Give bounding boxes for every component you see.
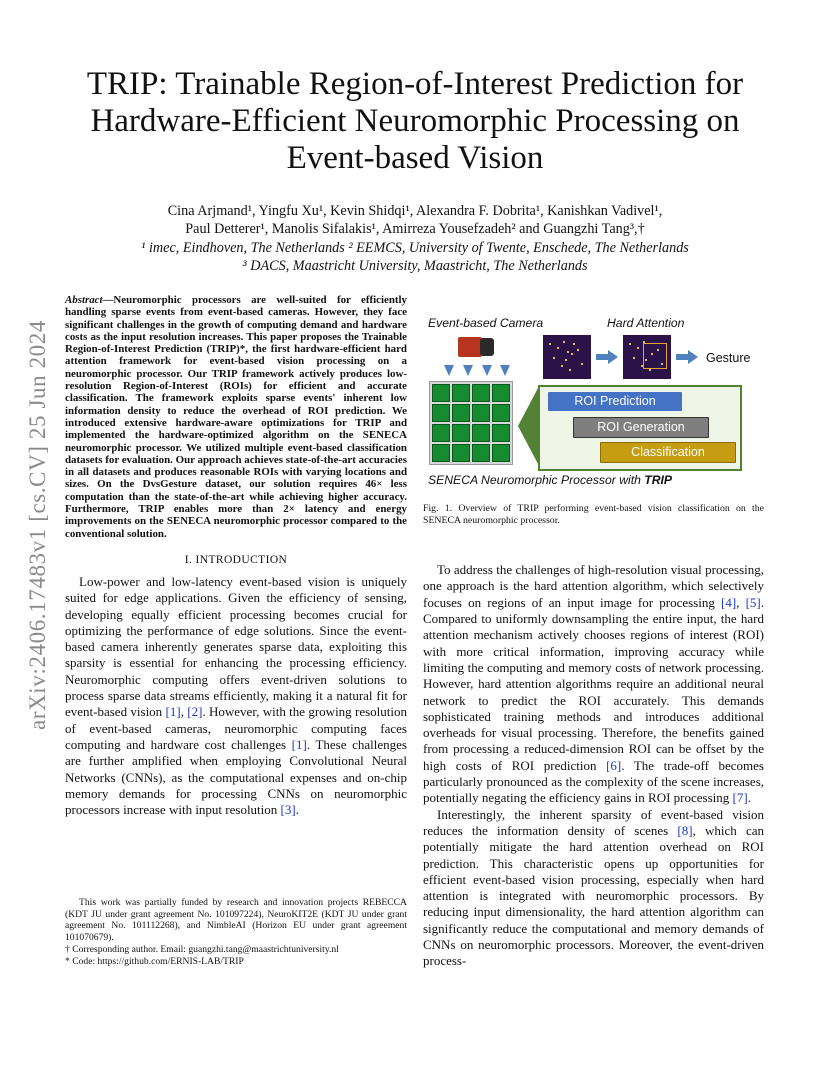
text-run: Low-power and low-latency event-based vision is uniquely suited for edge applications. Given the efficiency of sensing, developing equally efficient processing becomes crucial for optimizing the performance of edge solutions. Since the event-based camera inherently generates sparse data, exploiting this sparsity is essential for enhancing the processing efficiency. Neuromorphic computing offers event-driven solutions to process sparse data streams efficiently, making it a natural fit for event-based vision <box>65 573 407 720</box>
event-frame-image <box>543 335 591 379</box>
neuromorphic-chip-icon <box>429 381 513 465</box>
text-run: Interestingly, the inherent sparsity of event-based vision reduces the information density of scenes <box>423 806 764 838</box>
citation-link[interactable]: [8] <box>677 822 693 838</box>
stage-roi-generation: ROI Generation <box>573 417 709 438</box>
arrow-right-icon <box>688 350 698 364</box>
roi-frame-image <box>623 335 671 379</box>
down-arrows-icon <box>436 365 511 379</box>
author-line-2: Paul Detterer¹, Manolis Sifalakis¹, Amirreza Yousefzadeh² and Guangzhi Tang³,† <box>185 221 645 238</box>
footnote-code: * Code: https://github.com/ERNIS-LAB/TRIP <box>65 955 244 967</box>
figure-caption: Fig. 1. Overview of TRIP performing event-based vision classification on the SENECA neuromorphic processor. <box>423 503 764 526</box>
figure-label-camera: Event-based Camera <box>428 316 544 330</box>
citation-link[interactable]: [6] <box>606 757 622 773</box>
text-run: . <box>295 802 299 818</box>
citation-link[interactable]: [5] <box>745 594 761 610</box>
stage-classification: Classification <box>600 442 736 463</box>
figure-label-gesture: Gesture <box>706 351 751 365</box>
figure-bottom-label-text: SENECA Neuromorphic Processor with <box>428 473 645 487</box>
text-run: , <box>736 594 746 610</box>
citation-link[interactable]: [4] <box>721 594 737 610</box>
figure-bottom-label-bold: TRIP <box>644 473 673 487</box>
figure-label-hard-attention: Hard Attention <box>607 316 685 330</box>
footnotes <box>65 897 407 967</box>
footnote-funding: This work was partially funded by research and innovation projects REBECCA (KDT JU under grant agreement No. 101097224), NeuroKIT2E (KDT JU under grant agreement No. 101112268), and NimbleAI (Horizon EU under grant agreement 101070679). <box>65 897 407 944</box>
right-paragraph-2 <box>423 807 764 970</box>
intro-paragraph-1 <box>65 574 407 818</box>
arrow-right-icon <box>608 350 618 364</box>
abstract <box>65 294 407 540</box>
text-run: . <box>747 790 751 806</box>
citation-link[interactable]: [7] <box>732 790 748 806</box>
text-run: . The trade-off becomes particularly pronounced as the complexity of the scene increases, potentially negating the efficiency gains in ROI processing <box>423 757 764 806</box>
text-run: . Compared to uniformly downsampling the entire input, the hard attention mechanism actively chooses regions of interest (ROI) with more critical information, improving accuracy while limiting the computing and memory costs of network processing. However, hard attention algorithms require an additional neural network to predict the ROI accurately. This demands sophisticated training methods and introduces additional overheads for visual processing. Therefore, the benefits gained from processing a reduced-dimension ROI can be offset by the high costs of ROI prediction <box>423 594 764 773</box>
text-run: , which can potentially mitigate the hard attention overhead on ROI prediction. This characteristic opens up opportunities for efficient event-based vision processing, especially when hard attention is integrated with neuromorphic processors. By reducing input dimensionality, the hard attention algorithm can significantly reduce the computational and memory demands of CNNs on neuromorphic processors. Moreover, the event-driven process- <box>423 822 764 969</box>
arrow-shaft <box>676 354 688 360</box>
citation-link[interactable]: [1] <box>165 704 181 720</box>
arxiv-stamp-text: arXiv:2406.17483v1 [cs.CV] 25 Jun 2024 <box>25 320 50 730</box>
citation-link[interactable]: [1] <box>291 736 307 752</box>
right-column <box>423 313 764 970</box>
text-run: . These challenges are further amplified when employing Convolutional Neural Networks (CNNs), as the computational expenses and on-chip memory demands for processing CNNs on neuromorphic processors increase with input resolution <box>65 736 407 818</box>
figure-1 <box>423 313 764 489</box>
affiliation-line-1: ¹ imec, Eindhoven, The Netherlands ² EEMCS, University of Twente, Enschede, The Netherlands <box>141 239 689 256</box>
event-camera-icon <box>458 335 494 361</box>
section-heading-introduction: I. INTRODUCTION <box>184 553 288 566</box>
citation-link[interactable]: [2] <box>187 704 203 720</box>
text-run: . However, with the growing resolution of event-based cameras, neuromorphic computing faces computing and hardware cost challenges <box>65 704 407 752</box>
affiliation-line-2: ³ DACS, Maastricht University, Maastricht, The Netherlands <box>242 257 588 274</box>
footnote-corresponding: † Corresponding author. Email: guangzhi.tang@maastrichtuniversity.nl <box>65 943 339 955</box>
stage-roi-prediction: ROI Prediction <box>548 392 682 411</box>
text-run: To address the challenges of high-resolution visual processing, one approach is the hard attention algorithm, which selectively focuses on regions of an input image for processing <box>423 562 764 610</box>
right-paragraph-1 <box>423 562 764 806</box>
paper-title: TRIP: Trainable Region-of-Interest Prediction for Hardware-Efficient Neuromorphic Processing on Event-based Vision <box>86 66 744 176</box>
arrow-shaft <box>596 354 608 360</box>
trip-pipeline-panel <box>538 385 742 471</box>
text-run: , <box>180 704 188 720</box>
author-line-1: Cina Arjmand¹, Yingfu Xu¹, Kevin Shidqi¹, Alexandra F. Dobrita¹, Kanishkan Vadivel¹, <box>167 203 663 219</box>
arxiv-stamp <box>14 290 62 760</box>
roi-box <box>643 343 667 369</box>
citation-link[interactable]: [3] <box>280 802 296 818</box>
abstract-text: —Neuromorphic processors are well-suited for efficiently handling sparse events from event-based cameras. However, they face significant challenges in the growth of computing demand and hardware costs as the input resolution increases. This paper proposes the Trainable Region-of-Interest Prediction (TRIP)*, the first hardware-efficient hard attention framework for event-based vision processing on a neuromorphic processor. Our TRIP framework actively produces low-resolution Region-of-Interest (ROIs) for efficient and accurate classification. The framework exploits sparse events' inherent low information density to reduce the overhead of ROI prediction. We introduced extensive hardware-aware optimizations for TRIP and implemented the hardware-optimized algorithm on the SENECA neuromorphic processor. We utilized multiple event-based classification datasets for evaluation. Our approach achieves state-of-the-art accuracies in all datasets and produces reasonable ROIs with varying locations and sizes. On the DvsGesture dataset, our solution requires 46× less computation than the state-of-the-art while achieving higher accuracy. Furthermore, TRIP enables more than 2× latency and energy improvements on the SENECA neuromorphic processor compared to the conventional solution. <box>65 294 407 540</box>
abstract-label: Abstract <box>65 294 103 306</box>
figure-bottom-label <box>428 473 672 487</box>
right-body-text <box>423 562 764 969</box>
panel-connector <box>518 388 538 464</box>
author-block <box>90 202 740 275</box>
left-column <box>65 294 407 818</box>
